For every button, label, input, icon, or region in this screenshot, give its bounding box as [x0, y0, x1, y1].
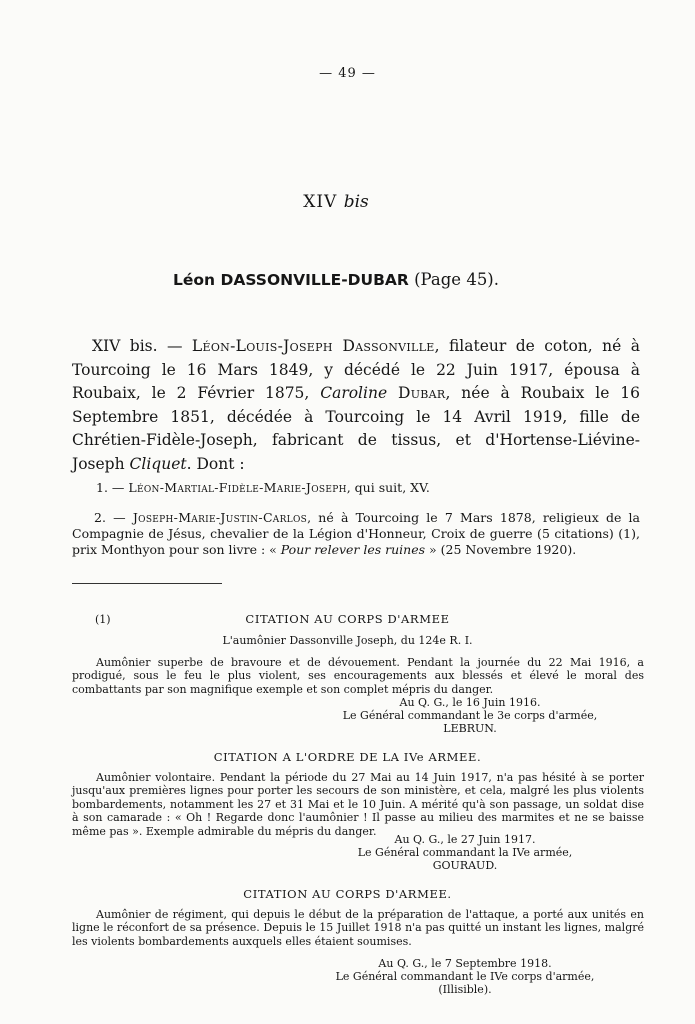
page-number: — 49 — [319, 66, 376, 81]
page-reference: (Page 45). [414, 270, 499, 289]
child-2-prefix: 2. — [94, 510, 133, 525]
citation-3-body: Aumônier de régiment, qui depuis le début de la préparation de l'attaque, a porté aux unités en ligne le réconfort de sa présence. Depuis le 15 Juillet 1918 n'a pas quitté un instant les lignes, malgré les violents bombardements auxquels elles étaient soumises. [72, 908, 644, 948]
section-title [0, 192, 672, 212]
citation-1-place: Au Q. G., le 16 Juin 1916. [399, 696, 541, 709]
child-1-name: Léon-Martial-Fidèle-Marie-Joseph [128, 480, 347, 495]
wife-first-name: Caroline [320, 384, 388, 403]
citation-3-name: (Illisible). [438, 983, 492, 996]
citation-2-name: GOURAUD. [432, 859, 498, 872]
child-2-text: , né à Tourcoing le 7 Mars 1878, religieux de la Compagnie de Jésus, chevalier de la Légion d'Honneur, Croix de guerre (5 citations) (1), prix Monthyon pour son livre : « [72, 510, 641, 557]
biography-paragraph [72, 335, 640, 477]
footnote-mark: (1) [95, 613, 111, 626]
subject-name: Léon-Louis-Joseph Dassonville [191, 337, 435, 355]
person-heading [0, 270, 672, 289]
paragraph-text-1: , filateur de coton, né à Tourcoing le 16 Mars 1849, y décédé le 22 Juin 1917, épousa à Roubaix, le 2 Février 1875, [72, 337, 640, 403]
citation-2-body: Aumônier volontaire. Pendant la période du 27 Mai au 14 Juin 1917, n'a pas hésité à se porter jusqu'aux premières lignes pour porter les secours de son ministère, et cela, malgré les plus violents bombardements, notamment les 27 et 31 Mai et le 10 Juin. A mérité qu'à son passage, un soldat dise à son camarade : « Oh ! Regarde donc l'aumônier ! Il passe au milieu des marmites et ne se baisse même pas ». Exemple admirable du mépris du danger. [72, 771, 644, 838]
citation-3-place: Au Q. G., le 7 Septembre 1918. [378, 957, 552, 970]
citation-1-title: CITATION AU CORPS D'ARMEE [245, 612, 450, 626]
paragraph-text-3: . Dont : [186, 454, 245, 473]
footnote-divider [72, 583, 222, 584]
child-1-text: , qui suit, XV. [346, 480, 430, 495]
citation-1-subtitle: L'aumônier Dassonville Joseph, du 124e R. I. [222, 634, 473, 647]
citation-2-title: CITATION A L'ORDRE DE LA IVe ARMEE. [213, 750, 482, 764]
child-2-text-end: » (25 Novembre 1920). [425, 541, 577, 557]
citation-1-body: Aumônier superbe de bravoure et de dévouement. Pendant la journée du 22 Mai 1916, a prodigué, sous le feu le plus violent, ses encouragements aux blessés et élevé le moral des combattants par son magnifique exemple et son complet mépris du danger. [72, 656, 644, 696]
citation-2-signer: Le Général commandant la IVe armée, [357, 846, 573, 859]
person-name: Léon DASSONVILLE-DUBAR [173, 271, 409, 289]
citation-3-signer: Le Général commandant le IVe corps d'armée, [335, 970, 595, 983]
section-numeral: XIV [303, 192, 338, 212]
child-item-1 [96, 480, 644, 495]
child-2-name: Joseph-Marie-Justin-Carlos [132, 510, 308, 525]
paragraph-prefix: XIV bis. — [92, 337, 192, 355]
citation-1-name: LEBRUN. [443, 722, 497, 735]
child-1-prefix: 1. — [96, 480, 129, 495]
citation-3-title: CITATION AU CORPS D'ARMEE. [243, 887, 452, 901]
child-item-2 [72, 510, 640, 557]
mother-last-name: Cliquet [129, 454, 187, 473]
section-suffix: bis [343, 192, 369, 212]
wife-last-name: Dubar [398, 384, 446, 403]
paragraph-text-2: , née à Roubaix le 16 Septembre 1851, décédée à Tourcoing le 14 Avril 1919, fille de Chrétien-Fidèle-Joseph, fabricant de tissus, et d'Hortense-Liévine-Joseph [72, 384, 640, 473]
citation-1-signer: Le Général commandant le 3e corps d'armée, [342, 709, 598, 722]
book-title: Pour relever les ruines [280, 541, 426, 557]
citation-2-place: Au Q. G., le 27 Juin 1917. [394, 833, 536, 846]
